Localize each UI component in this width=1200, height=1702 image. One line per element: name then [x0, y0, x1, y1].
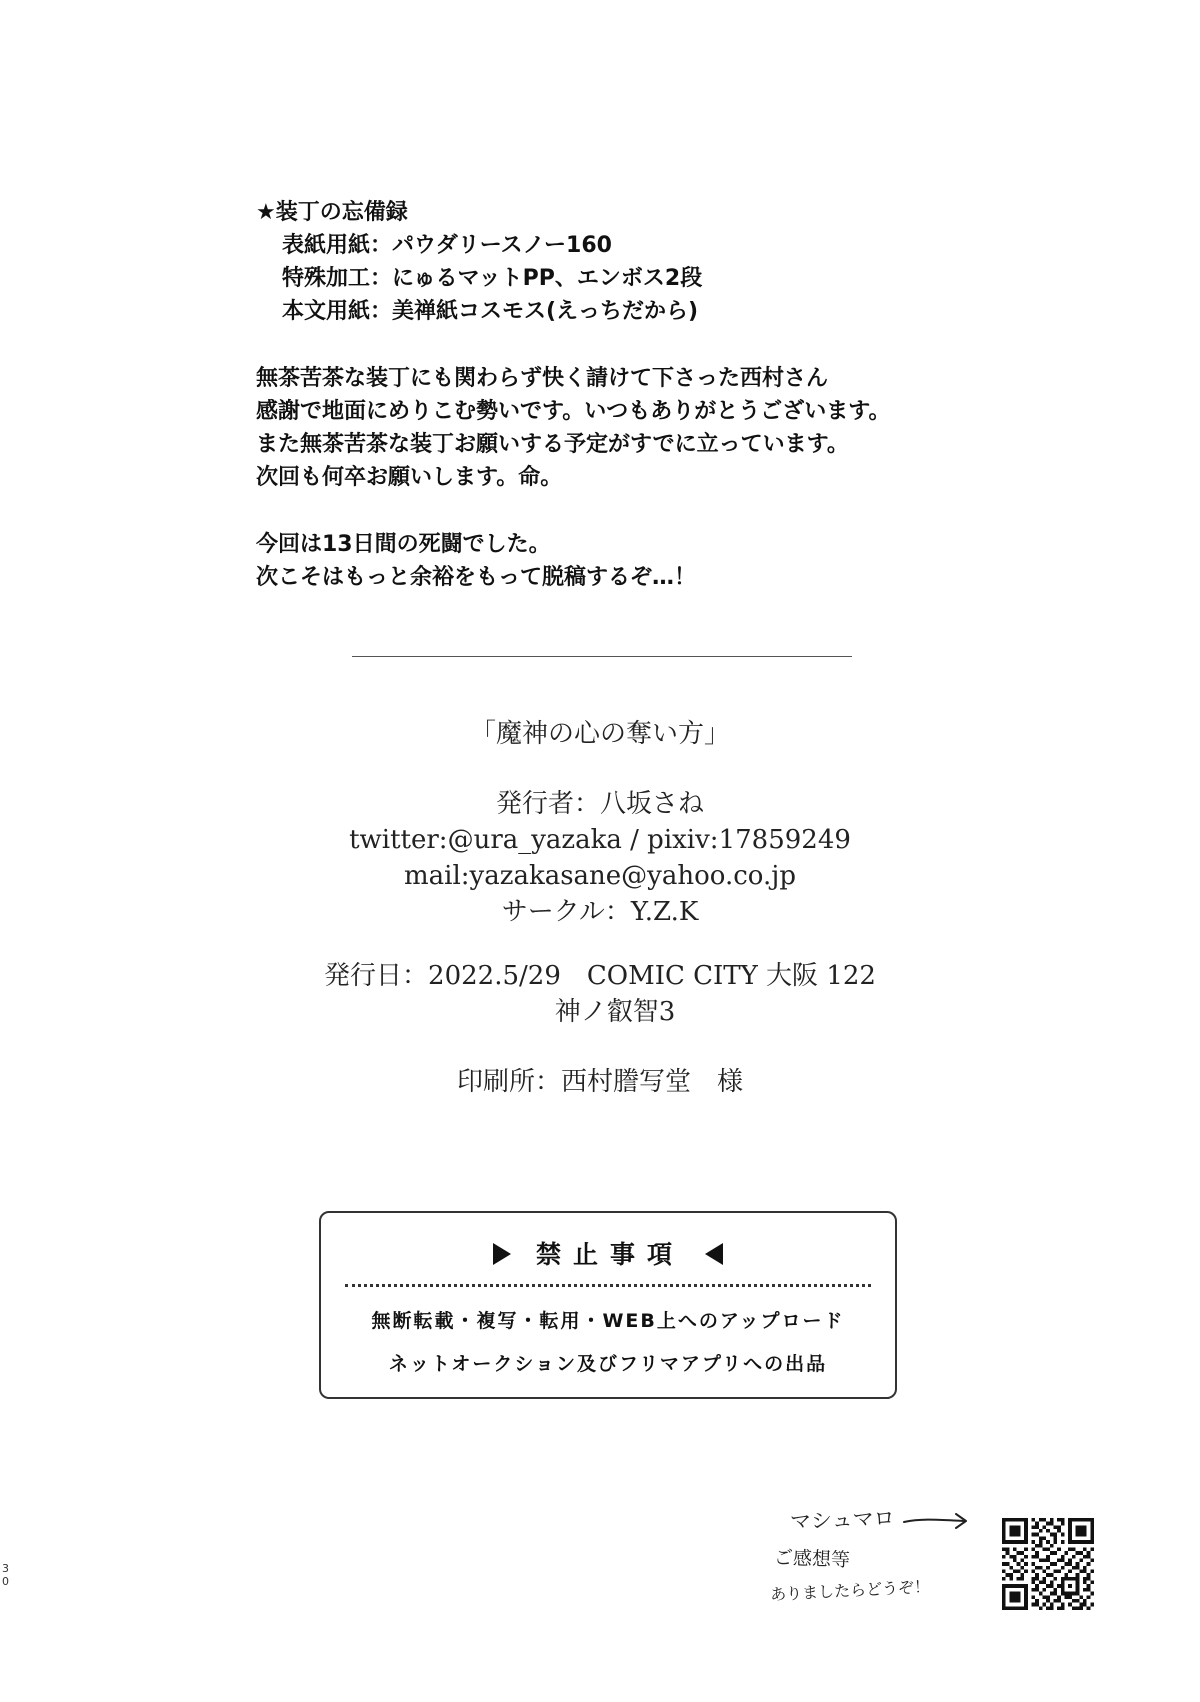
- closing-line: 次こそはもっと余裕をもって脱稿するぞ…！: [256, 565, 697, 590]
- thanks-line: また無茶苦茶な装丁お願いする予定がすでに立っています。: [256, 432, 849, 457]
- printer-line: 印刷所：西村謄写堂 様: [456, 1067, 743, 1097]
- prohibition-item: 無断転載・複写・転用・WEB上へのアップロード: [371, 1310, 845, 1332]
- handwritten-feedback: ご感想等: [773, 1546, 851, 1572]
- section-divider: [352, 656, 852, 657]
- prohibition-heading: [321, 1235, 895, 1271]
- qr-code-icon: [1002, 1518, 1094, 1610]
- thanks-line: 次回も何卒お願いします。命。: [256, 465, 563, 490]
- prohibition-box: [319, 1211, 897, 1399]
- thanks-line: 感謝で地面にめりこむ勢いです。いつもありがとうございます。: [256, 399, 891, 424]
- social-line: twitter:@ura_yazaka / pixiv:17859249: [349, 825, 851, 855]
- notes-heading: ★装丁の忘備録: [256, 200, 408, 225]
- binding-notes: [256, 196, 1016, 594]
- book-title: 「魔神の心の奪い方」: [469, 719, 730, 749]
- prohibition-item: ネットオークション及びフリマアプリへの出品: [388, 1353, 828, 1375]
- date-line: 発行日：2022.5/29 COMIC CITY 大阪 122: [324, 961, 876, 991]
- arrow-right-icon: [902, 1508, 972, 1532]
- spec-special-finish: 特殊加工：にゅるマットPP、エンボス2段: [282, 266, 703, 291]
- handwritten-invite: ありましたらどうぞ！: [769, 1576, 931, 1605]
- colophon-title: [0, 716, 1200, 752]
- colophon-printer: [0, 1064, 1200, 1100]
- colophon-credits: [0, 786, 1200, 930]
- spec-body-paper: 本文用紙：美禅紙コスモス(えっちだから): [282, 299, 699, 324]
- dotted-divider: [345, 1284, 871, 1287]
- handwritten-note: [770, 1504, 980, 1614]
- closing-line: 今回は13日間の死闘でした。: [256, 532, 551, 557]
- prohibition-title: 禁止事項: [535, 1240, 684, 1269]
- spec-cover-paper: 表紙用紙：パウダリースノー160: [282, 233, 612, 258]
- publisher-line: 発行者：八坂さね: [495, 789, 704, 819]
- handwritten-marshmallow: マシュマロ: [789, 1506, 896, 1534]
- thanks-line: 無茶苦茶な装丁にも関わらず快く請けて下さった西村さん: [256, 366, 829, 391]
- page-number: 30: [2, 1562, 9, 1588]
- circle-line: サークル：Y.Z.K: [501, 897, 699, 927]
- triangle-left-icon: [705, 1243, 723, 1265]
- colophon-date: [0, 958, 1200, 1030]
- triangle-right-icon: [493, 1243, 511, 1265]
- event-line: 神ノ叡智3: [554, 997, 676, 1027]
- mail-line: mail:yazakasane@yahoo.co.jp: [404, 861, 796, 891]
